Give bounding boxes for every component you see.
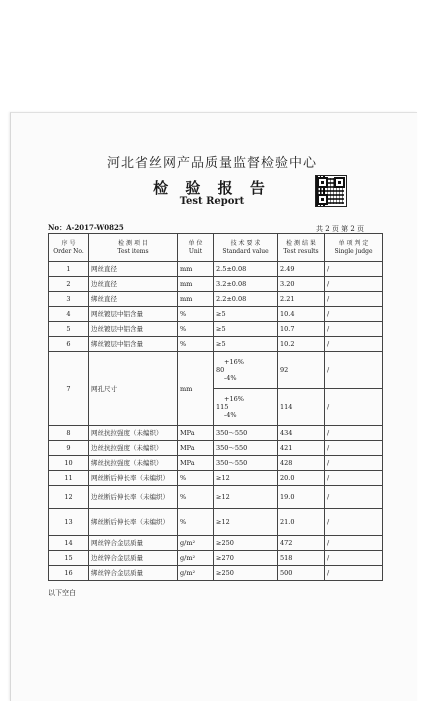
blank-below-note: 以下空白: [48, 589, 76, 597]
table-row: [49, 292, 383, 307]
table-row: [49, 426, 383, 441]
cell-item: 边丝锌合金层质量: [89, 551, 178, 566]
cell-unit: %: [178, 337, 214, 352]
cell-order: 12: [49, 486, 89, 509]
cell-standard: ≥250: [214, 566, 278, 581]
cell-standard: ≥12: [214, 471, 278, 486]
cell-judge: /: [325, 337, 383, 352]
cell-unit: g/m²: [178, 566, 214, 581]
cell-item: 绑丝镀层中铝含量: [89, 337, 178, 352]
qr-code-icon: [316, 176, 346, 206]
cell-order: 15: [49, 551, 89, 566]
cell-standard: ≥5: [214, 307, 278, 322]
table-row: [49, 471, 383, 486]
cell-unit: g/m²: [178, 536, 214, 551]
cell-order: 11: [49, 471, 89, 486]
cell-judge: /: [325, 389, 383, 426]
col-header-judge: 单 项 判 定 Single judge: [325, 234, 383, 262]
cell-judge: /: [325, 536, 383, 551]
cell-unit: MPa: [178, 441, 214, 456]
table-row: [49, 441, 383, 456]
table-row: [49, 536, 383, 551]
cell-judge: /: [325, 551, 383, 566]
cell-result: 19.0: [278, 486, 325, 509]
cell-standard: ≥12: [214, 509, 278, 536]
cell-item: 边丝镀层中铝含量: [89, 322, 178, 337]
cell-order: 14: [49, 536, 89, 551]
cell-result: 421: [278, 441, 325, 456]
cell-standard: +16% 80 -4%: [214, 352, 278, 389]
table-row: [49, 509, 383, 536]
cell-result: 428: [278, 456, 325, 471]
cell-unit: mm: [178, 292, 214, 307]
table-row: [49, 551, 383, 566]
cell-item: 网孔尺寸: [89, 352, 178, 426]
cell-item: 网丝锌合金层质量: [89, 536, 178, 551]
page-indicator: 共 2 页 第 2 页: [316, 225, 365, 233]
table-row: [49, 456, 383, 471]
report-title-en: Test Report: [179, 196, 245, 207]
cell-judge: /: [325, 292, 383, 307]
report-number: No：A-2017-W0825: [48, 223, 124, 232]
cell-result: 114: [278, 389, 325, 426]
table-row: [49, 322, 383, 337]
cell-judge: /: [325, 322, 383, 337]
cell-unit: %: [178, 322, 214, 337]
cell-item: 绑丝断后伸长率（未编织）: [89, 509, 178, 536]
cell-order: 2: [49, 277, 89, 292]
table-row: [49, 337, 383, 352]
cell-judge: /: [325, 471, 383, 486]
cell-order: 4: [49, 307, 89, 322]
cell-order: 8: [49, 426, 89, 441]
cell-item: 网丝抗拉强度（未编织）: [89, 426, 178, 441]
cell-standard: ≥250: [214, 536, 278, 551]
cell-item: 网丝镀层中铝含量: [89, 307, 178, 322]
cell-item: 绑丝直径: [89, 292, 178, 307]
cell-judge: /: [325, 456, 383, 471]
cell-standard: 350～550: [214, 441, 278, 456]
cell-unit: %: [178, 486, 214, 509]
table-row: [49, 307, 383, 322]
cell-unit: MPa: [178, 456, 214, 471]
cell-unit: mm: [178, 262, 214, 277]
cell-result: 2.49: [278, 262, 325, 277]
cell-unit: %: [178, 307, 214, 322]
cell-judge: /: [325, 441, 383, 456]
cell-result: 518: [278, 551, 325, 566]
cell-unit: %: [178, 509, 214, 536]
cell-standard: ≥270: [214, 551, 278, 566]
cell-judge: /: [325, 509, 383, 536]
table-header-row: [49, 234, 383, 262]
cell-order: 13: [49, 509, 89, 536]
col-header-items: 检 测 项 目 Test items: [89, 234, 178, 262]
cell-item: 绑丝锌合金层质量: [89, 566, 178, 581]
cell-order: 1: [49, 262, 89, 277]
cell-unit: mm: [178, 352, 214, 426]
cell-result: 10.4: [278, 307, 325, 322]
cell-judge: /: [325, 277, 383, 292]
col-header-order: 序 号 Order No.: [49, 234, 89, 262]
cell-judge: /: [325, 566, 383, 581]
cell-item: 网丝直径: [89, 262, 178, 277]
cell-order: 9: [49, 441, 89, 456]
cell-order: 6: [49, 337, 89, 352]
cell-order: 3: [49, 292, 89, 307]
cell-item: 网丝断后伸长率（未编织）: [89, 471, 178, 486]
cell-item: 绑丝抗拉强度（未编织）: [89, 456, 178, 471]
cell-result: 10.7: [278, 322, 325, 337]
cell-result: 434: [278, 426, 325, 441]
table-row: [49, 262, 383, 277]
cell-unit: MPa: [178, 426, 214, 441]
cell-result: 92: [278, 352, 325, 389]
cell-standard: ≥5: [214, 337, 278, 352]
cell-item: 边丝断后伸长率（未编织）: [89, 486, 178, 509]
table-row: [49, 277, 383, 292]
cell-standard: 350～550: [214, 456, 278, 471]
cell-order: 10: [49, 456, 89, 471]
cell-standard: 350～550: [214, 426, 278, 441]
cell-result: 500: [278, 566, 325, 581]
cell-judge: /: [325, 352, 383, 389]
organization-name: 河北省丝网产品质量监督检验中心: [106, 156, 317, 171]
cell-order: 7: [49, 352, 89, 426]
cell-order: 5: [49, 322, 89, 337]
cell-result: 2.21: [278, 292, 325, 307]
cell-result: 3.20: [278, 277, 325, 292]
report-title-cn: 检 验 报 告: [153, 179, 271, 197]
cell-standard: ≥12: [214, 486, 278, 509]
cell-judge: /: [325, 307, 383, 322]
cell-standard: 3.2±0.08: [214, 277, 278, 292]
col-header-results: 检 测 结 果 Test results: [278, 234, 325, 262]
cell-judge: /: [325, 426, 383, 441]
table-row: [49, 486, 383, 509]
table-row: [49, 566, 383, 581]
cell-item: 边丝直径: [89, 277, 178, 292]
col-header-standard: 技 术 要 求 Standard value: [214, 234, 278, 262]
cell-unit: mm: [178, 277, 214, 292]
cell-item: 边丝抗拉强度（未编织）: [89, 441, 178, 456]
cell-result: 21.0: [278, 509, 325, 536]
cell-unit: %: [178, 471, 214, 486]
cell-result: 472: [278, 536, 325, 551]
cell-standard: ≥5: [214, 322, 278, 337]
col-header-unit: 单 位 Unit: [178, 234, 214, 262]
cell-standard: +16% 115 -4%: [214, 389, 278, 426]
table-row: [49, 352, 383, 389]
cell-result: 10.2: [278, 337, 325, 352]
cell-standard: 2.2±0.08: [214, 292, 278, 307]
cell-result: 20.0: [278, 471, 325, 486]
cell-standard: 2.5±0.08: [214, 262, 278, 277]
test-results-table: [48, 233, 383, 581]
cell-unit: g/m²: [178, 551, 214, 566]
cell-judge: /: [325, 486, 383, 509]
cell-order: 16: [49, 566, 89, 581]
cell-judge: /: [325, 262, 383, 277]
